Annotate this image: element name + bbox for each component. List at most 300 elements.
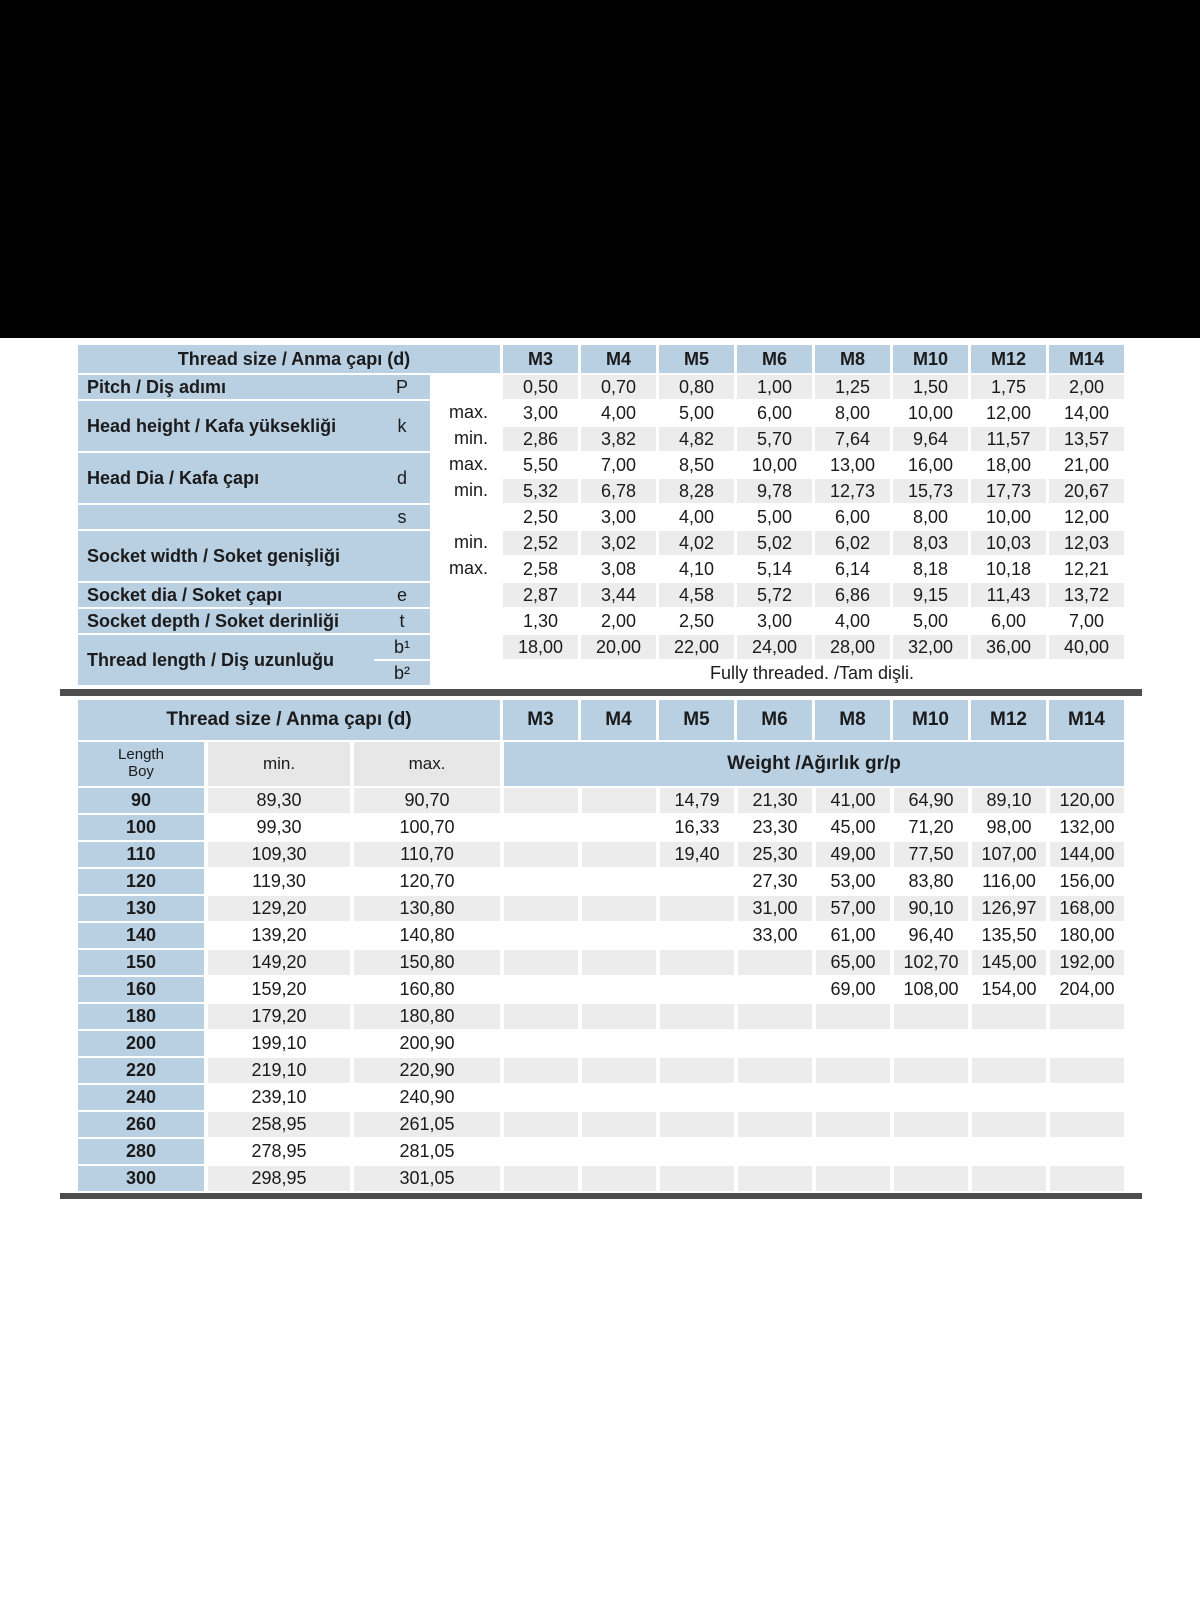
length-cell: 100 <box>78 813 204 840</box>
spec-symbol: k <box>374 399 430 451</box>
size-header-m6: M6 <box>734 700 812 740</box>
weight-table-body <box>78 786 1124 1191</box>
spec-value: 2,86 <box>500 425 578 451</box>
weight-value <box>734 948 812 975</box>
spec-value: 10,03 <box>968 529 1046 555</box>
spec-value: 5,72 <box>734 581 812 607</box>
weight-row <box>78 894 1124 921</box>
weight-value: 49,00 <box>812 840 890 867</box>
weight-value <box>1046 1083 1124 1110</box>
spec-row-label: Head Dia / Kafa çapı <box>78 451 374 503</box>
weight-value <box>656 867 734 894</box>
weight-value: 204,00 <box>1046 975 1124 1002</box>
spec-row <box>78 399 1124 425</box>
spec-value: 18,00 <box>500 633 578 659</box>
spec-value: 12,00 <box>1046 503 1124 529</box>
weight-value: 102,70 <box>890 948 968 975</box>
spec-value: 18,00 <box>968 451 1046 477</box>
spec-value: 4,00 <box>656 503 734 529</box>
spec-value: 4,58 <box>656 581 734 607</box>
spec-value: 11,57 <box>968 425 1046 451</box>
spec-subtag: max. <box>448 557 488 578</box>
weight-value <box>968 1164 1046 1191</box>
weight-value <box>578 840 656 867</box>
length-cell: 140 <box>78 921 204 948</box>
spec-value: 13,00 <box>812 451 890 477</box>
spec-subtag: min. <box>453 531 488 552</box>
spec-subtag: min. <box>453 427 488 448</box>
length-cell: 130 <box>78 894 204 921</box>
max-cell: 140,80 <box>350 921 500 948</box>
top-black-bar <box>0 0 1200 338</box>
weight-value <box>1046 1164 1124 1191</box>
min-cell: 179,20 <box>204 1002 350 1029</box>
spec-value: 2,52 <box>500 529 578 555</box>
spec-value: 4,02 <box>656 529 734 555</box>
weight-value <box>500 1083 578 1110</box>
table-divider-rule <box>60 689 1142 696</box>
spec-subtag <box>430 633 500 659</box>
spec-row-label: Pitch / Diş adımı <box>78 373 374 399</box>
weight-value: 21,30 <box>734 786 812 813</box>
weight-value <box>656 1002 734 1029</box>
min-cell: 89,30 <box>204 786 350 813</box>
spec-row <box>78 451 1124 477</box>
weight-value: 83,80 <box>890 867 968 894</box>
weight-value <box>656 1110 734 1137</box>
spec-value: 20,00 <box>578 633 656 659</box>
weight-row <box>78 786 1124 813</box>
weight-value <box>500 1164 578 1191</box>
spec-value: 4,10 <box>656 555 734 581</box>
weight-value <box>578 1110 656 1137</box>
weight-value <box>890 1002 968 1029</box>
max-column-header: max. <box>350 740 500 786</box>
weight-value: 71,20 <box>890 813 968 840</box>
weight-value <box>578 867 656 894</box>
weight-value <box>500 813 578 840</box>
weight-value: 64,90 <box>890 786 968 813</box>
min-cell: 239,10 <box>204 1083 350 1110</box>
max-cell: 240,90 <box>350 1083 500 1110</box>
length-label: Length <box>118 746 164 764</box>
weight-value <box>734 1002 812 1029</box>
weight-header-row <box>78 700 1124 740</box>
spec-value: 9,15 <box>890 581 968 607</box>
weight-value: 57,00 <box>812 894 890 921</box>
length-cell: 280 <box>78 1137 204 1164</box>
spec-value: 3,82 <box>578 425 656 451</box>
weight-value: 132,00 <box>1046 813 1124 840</box>
min-cell: 99,30 <box>204 813 350 840</box>
bottom-rule <box>60 1193 1142 1199</box>
weight-value <box>578 921 656 948</box>
spec-row <box>78 607 1124 633</box>
spec-value: 3,08 <box>578 555 656 581</box>
spec-row-label: Head height / Kafa yüksekliği <box>78 399 374 451</box>
spec-value: 6,00 <box>812 503 890 529</box>
weight-row <box>78 840 1124 867</box>
weight-value: 27,30 <box>734 867 812 894</box>
spec-value: 13,57 <box>1046 425 1124 451</box>
max-cell: 110,70 <box>350 840 500 867</box>
weight-value: 154,00 <box>968 975 1046 1002</box>
max-cell: 160,80 <box>350 975 500 1002</box>
spec-value: 3,02 <box>578 529 656 555</box>
weight-value <box>656 1083 734 1110</box>
weight-value <box>734 1029 812 1056</box>
weight-value: 53,00 <box>812 867 890 894</box>
weight-value <box>890 1083 968 1110</box>
spec-row-label <box>78 503 374 529</box>
weight-value: 116,00 <box>968 867 1046 894</box>
size-header-m10: M10 <box>890 700 968 740</box>
spec-value: 15,73 <box>890 477 968 503</box>
spec-row <box>78 503 1124 529</box>
spec-value: 40,00 <box>1046 633 1124 659</box>
length-cell: 180 <box>78 1002 204 1029</box>
spec-value: 6,00 <box>734 399 812 425</box>
weight-value: 135,50 <box>968 921 1046 948</box>
weight-value <box>890 1164 968 1191</box>
weight-value <box>812 1164 890 1191</box>
min-cell: 159,20 <box>204 975 350 1002</box>
spec-symbol: P <box>374 373 430 399</box>
spec-value: 14,00 <box>1046 399 1124 425</box>
weight-value <box>578 1164 656 1191</box>
weight-value: 69,00 <box>812 975 890 1002</box>
weight-value <box>656 894 734 921</box>
spec-value: 12,03 <box>1046 529 1124 555</box>
size-header-m3: M3 <box>500 700 578 740</box>
spec-value: 10,00 <box>890 399 968 425</box>
weight-row <box>78 1002 1124 1029</box>
weight-value <box>1046 1029 1124 1056</box>
spec-subtag <box>430 373 500 399</box>
weight-value <box>500 921 578 948</box>
weight-value <box>500 867 578 894</box>
min-cell: 149,20 <box>204 948 350 975</box>
spec-value: 6,86 <box>812 581 890 607</box>
size-header-m5: M5 <box>656 345 734 373</box>
length-cell: 200 <box>78 1029 204 1056</box>
weight-value <box>812 1029 890 1056</box>
weight-value <box>656 1164 734 1191</box>
weight-value <box>734 1083 812 1110</box>
spec-row-label: Socket depth / Soket derinliği <box>78 607 374 633</box>
length-cell: 90 <box>78 786 204 813</box>
weight-value: 25,30 <box>734 840 812 867</box>
min-cell: 219,10 <box>204 1056 350 1083</box>
spec-symbol: s <box>374 503 430 529</box>
weight-value: 145,00 <box>968 948 1046 975</box>
spec-value: 17,73 <box>968 477 1046 503</box>
weight-subheader-row <box>78 740 1124 786</box>
weight-row <box>78 1083 1124 1110</box>
spec-value: 3,44 <box>578 581 656 607</box>
boy-label: Boy <box>128 763 154 780</box>
weight-value <box>890 1029 968 1056</box>
length-cell: 220 <box>78 1056 204 1083</box>
max-cell: 120,70 <box>350 867 500 894</box>
weight-value: 33,00 <box>734 921 812 948</box>
spec-subtag <box>430 503 500 529</box>
spec-subtag: min. <box>453 479 488 500</box>
weight-row <box>78 1137 1124 1164</box>
weight-value <box>578 813 656 840</box>
weight-value <box>500 1137 578 1164</box>
max-cell: 220,90 <box>350 1056 500 1083</box>
weight-value: 96,40 <box>890 921 968 948</box>
spec-symbol <box>374 529 430 581</box>
weight-value <box>968 1110 1046 1137</box>
max-cell: 200,90 <box>350 1029 500 1056</box>
spec-value: 2,50 <box>500 503 578 529</box>
weight-value <box>812 1056 890 1083</box>
weight-value <box>812 1110 890 1137</box>
length-cell: 240 <box>78 1083 204 1110</box>
max-cell: 150,80 <box>350 948 500 975</box>
weight-table <box>78 700 1124 1191</box>
spec-value: 6,00 <box>968 607 1046 633</box>
weight-value: 45,00 <box>812 813 890 840</box>
spec-value: 10,00 <box>968 503 1046 529</box>
spec-value: 12,21 <box>1046 555 1124 581</box>
weight-value: 90,10 <box>890 894 968 921</box>
weight-value <box>968 1137 1046 1164</box>
spec-value: 12,00 <box>968 399 1046 425</box>
size-header-m14: M14 <box>1046 700 1124 740</box>
size-header-m4: M4 <box>578 700 656 740</box>
spec-value: 3,00 <box>500 399 578 425</box>
weight-value <box>734 975 812 1002</box>
weight-row <box>78 1110 1124 1137</box>
weight-value <box>500 975 578 1002</box>
weight-value: 120,00 <box>1046 786 1124 813</box>
length-cell: 260 <box>78 1110 204 1137</box>
weight-value <box>500 1002 578 1029</box>
weight-value: 19,40 <box>656 840 734 867</box>
spec-value: 5,32 <box>500 477 578 503</box>
weight-value <box>734 1137 812 1164</box>
spec-value: 4,00 <box>812 607 890 633</box>
weight-value: 14,79 <box>656 786 734 813</box>
max-cell: 301,05 <box>350 1164 500 1191</box>
weight-value <box>968 1029 1046 1056</box>
spec-value: 8,28 <box>656 477 734 503</box>
weight-value: 168,00 <box>1046 894 1124 921</box>
spec-value: 3,00 <box>578 503 656 529</box>
spec-value: 24,00 <box>734 633 812 659</box>
weight-group-header: Weight /Ağırlık gr/p <box>500 740 1124 786</box>
weight-value <box>656 1029 734 1056</box>
size-header-m8: M8 <box>812 700 890 740</box>
spec-value: 2,58 <box>500 555 578 581</box>
spec-value: 22,00 <box>656 633 734 659</box>
spec-value: 21,00 <box>1046 451 1124 477</box>
weight-value <box>812 1002 890 1029</box>
weight-value: 126,97 <box>968 894 1046 921</box>
weight-value <box>656 921 734 948</box>
max-cell: 180,80 <box>350 1002 500 1029</box>
spec-value: 2,50 <box>656 607 734 633</box>
spec-subtag: max. <box>448 401 488 422</box>
max-cell: 100,70 <box>350 813 500 840</box>
min-column-header: min. <box>204 740 350 786</box>
spec-value: 8,00 <box>812 399 890 425</box>
weight-value <box>656 1137 734 1164</box>
weight-value: 108,00 <box>890 975 968 1002</box>
spec-value: 6,02 <box>812 529 890 555</box>
spec-value: 8,50 <box>656 451 734 477</box>
max-cell: 130,80 <box>350 894 500 921</box>
spec-row <box>78 633 1124 659</box>
spec-value: 13,72 <box>1046 581 1124 607</box>
spec-value: 9,64 <box>890 425 968 451</box>
length-column-header <box>78 740 204 786</box>
spec-value: 5,02 <box>734 529 812 555</box>
weight-value <box>578 1029 656 1056</box>
weight-row <box>78 867 1124 894</box>
spec-value: 0,80 <box>656 373 734 399</box>
spec-value: 5,50 <box>500 451 578 477</box>
spec-symbol: b² <box>374 659 430 685</box>
spec-value: 8,00 <box>890 503 968 529</box>
spec-value: 16,00 <box>890 451 968 477</box>
size-header-m10: M10 <box>890 345 968 373</box>
weight-row <box>78 1056 1124 1083</box>
spec-value: 32,00 <box>890 633 968 659</box>
spec-value: 10,00 <box>734 451 812 477</box>
spec-value: 1,30 <box>500 607 578 633</box>
weight-value <box>734 1110 812 1137</box>
spec-value: 5,00 <box>656 399 734 425</box>
weight-value <box>890 1137 968 1164</box>
weight-value <box>500 786 578 813</box>
spec-value: 8,03 <box>890 529 968 555</box>
spec-header-label: Thread size / Anma çapı (d) <box>78 345 500 373</box>
weight-value: 107,00 <box>968 840 1046 867</box>
weight-value <box>812 1083 890 1110</box>
spec-subtag <box>430 607 500 633</box>
length-cell: 120 <box>78 867 204 894</box>
spec-value: 0,50 <box>500 373 578 399</box>
spec-symbol: t <box>374 607 430 633</box>
weight-value <box>500 894 578 921</box>
weight-value: 180,00 <box>1046 921 1124 948</box>
spec-subtag <box>430 581 500 607</box>
weight-value <box>968 1056 1046 1083</box>
spec-symbol: e <box>374 581 430 607</box>
weight-header-label: Thread size / Anma çapı (d) <box>78 700 500 740</box>
spec-value: 6,14 <box>812 555 890 581</box>
catalog-page-content <box>78 338 1124 1199</box>
weight-value: 98,00 <box>968 813 1046 840</box>
weight-value <box>500 948 578 975</box>
spec-subtag: max. <box>448 453 488 474</box>
spec-value: 2,00 <box>578 607 656 633</box>
weight-value <box>578 786 656 813</box>
spec-value: 28,00 <box>812 633 890 659</box>
weight-value <box>656 975 734 1002</box>
weight-value <box>500 840 578 867</box>
spec-value: 1,00 <box>734 373 812 399</box>
weight-value: 192,00 <box>1046 948 1124 975</box>
spec-value: 9,78 <box>734 477 812 503</box>
spec-value: 5,70 <box>734 425 812 451</box>
weight-row <box>78 975 1124 1002</box>
max-cell: 90,70 <box>350 786 500 813</box>
weight-row <box>78 1029 1124 1056</box>
weight-value <box>1046 1137 1124 1164</box>
weight-value: 23,30 <box>734 813 812 840</box>
weight-value: 61,00 <box>812 921 890 948</box>
min-cell: 109,30 <box>204 840 350 867</box>
weight-value: 77,50 <box>890 840 968 867</box>
weight-value <box>578 1002 656 1029</box>
weight-value <box>578 948 656 975</box>
spec-row <box>78 529 1124 555</box>
spec-value: 1,75 <box>968 373 1046 399</box>
weight-value <box>578 894 656 921</box>
weight-value <box>656 1056 734 1083</box>
min-cell: 129,20 <box>204 894 350 921</box>
weight-value: 31,00 <box>734 894 812 921</box>
size-header-m14: M14 <box>1046 345 1124 373</box>
spec-value: 10,18 <box>968 555 1046 581</box>
size-header-m12: M12 <box>968 700 1046 740</box>
size-header-m4: M4 <box>578 345 656 373</box>
spec-span-note: Fully threaded. /Tam dişli. <box>500 659 1124 685</box>
weight-value <box>500 1056 578 1083</box>
weight-value <box>500 1110 578 1137</box>
spec-value: 7,00 <box>1046 607 1124 633</box>
spec-value: 3,00 <box>734 607 812 633</box>
weight-value <box>1046 1056 1124 1083</box>
min-cell: 139,20 <box>204 921 350 948</box>
weight-row <box>78 921 1124 948</box>
spec-value: 1,25 <box>812 373 890 399</box>
spec-table <box>78 345 1124 685</box>
spec-row <box>78 581 1124 607</box>
length-cell: 160 <box>78 975 204 1002</box>
size-header-m6: M6 <box>734 345 812 373</box>
weight-value: 41,00 <box>812 786 890 813</box>
spec-value: 11,43 <box>968 581 1046 607</box>
weight-value: 144,00 <box>1046 840 1124 867</box>
length-cell: 150 <box>78 948 204 975</box>
spec-symbol: d <box>374 451 430 503</box>
size-header-m3: M3 <box>500 345 578 373</box>
spec-value: 36,00 <box>968 633 1046 659</box>
spec-table-body <box>78 373 1124 685</box>
weight-value: 156,00 <box>1046 867 1124 894</box>
max-cell: 281,05 <box>350 1137 500 1164</box>
min-cell: 278,95 <box>204 1137 350 1164</box>
weight-value <box>734 1056 812 1083</box>
spec-symbol: b¹ <box>374 633 430 659</box>
spec-row-label: Thread length / Diş uzunluğu <box>78 633 374 685</box>
spec-value: 6,78 <box>578 477 656 503</box>
weight-value <box>812 1137 890 1164</box>
weight-value <box>578 1056 656 1083</box>
weight-value: 65,00 <box>812 948 890 975</box>
weight-value <box>656 948 734 975</box>
weight-value <box>968 1083 1046 1110</box>
length-cell: 300 <box>78 1164 204 1191</box>
spec-value: 1,50 <box>890 373 968 399</box>
spec-value: 4,82 <box>656 425 734 451</box>
